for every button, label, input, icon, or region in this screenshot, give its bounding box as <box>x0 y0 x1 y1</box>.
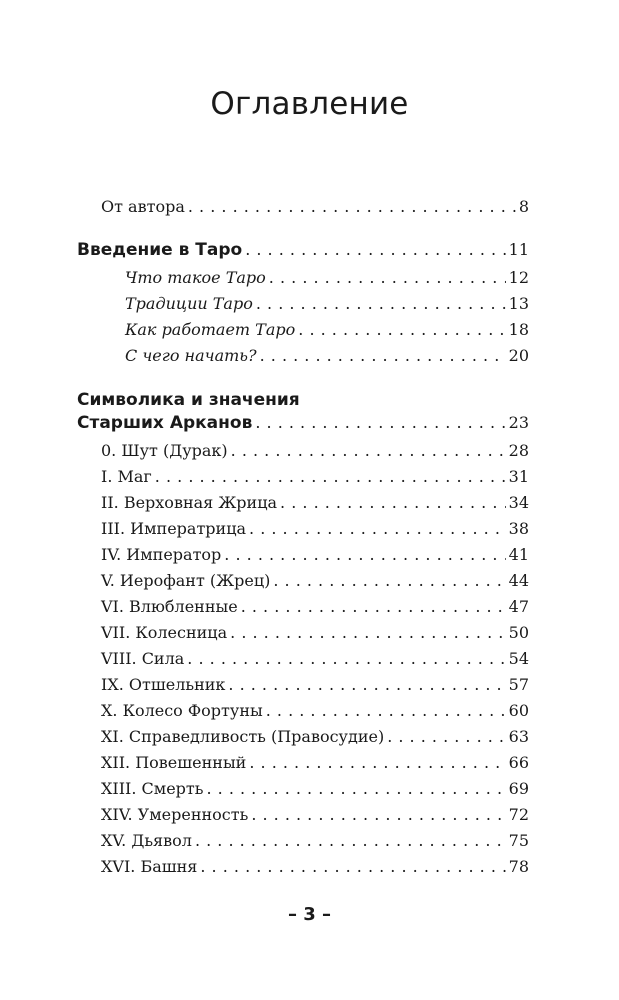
toc-leader-dots <box>266 699 506 723</box>
toc-entry-label: Старших Арканов <box>77 413 253 433</box>
toc-entry-page: 44 <box>508 571 529 590</box>
toc-entry-page: 34 <box>508 493 529 512</box>
toc-entry-label: XVI. Башня <box>101 857 198 876</box>
toc-entry-page: 72 <box>508 805 529 824</box>
toc-leader-dots <box>280 491 506 515</box>
toc-leader-dots <box>273 569 505 593</box>
toc-leader-dots <box>298 318 505 342</box>
section-heading: Символика и значения <box>77 390 300 410</box>
toc-entry-label: X. Колесо Фортуны <box>101 701 263 720</box>
toc-entry[interactable] <box>101 829 529 853</box>
toc-entry-label: III. Императрица <box>101 519 247 538</box>
toc-entry-label: XII. Повешенный <box>101 753 247 772</box>
toc-entry-label: Традиции Таро <box>125 294 253 313</box>
toc-entry-page: 54 <box>508 649 529 668</box>
toc-entry[interactable] <box>125 344 529 368</box>
toc-leader-dots <box>249 517 506 541</box>
toc-leader-dots <box>206 777 505 801</box>
toc-entry-page: 63 <box>508 727 529 746</box>
toc-leader-dots <box>228 673 505 697</box>
toc-entry-page: 11 <box>508 240 529 259</box>
toc-entry-page: 31 <box>508 467 529 486</box>
toc-entry[interactable] <box>101 699 529 723</box>
toc-entry[interactable] <box>101 491 529 515</box>
toc-entry[interactable] <box>101 595 529 619</box>
toc-entry-label: От автора <box>101 197 185 216</box>
page-number: – 3 – <box>287 904 332 925</box>
toc-leader-dots <box>251 803 505 827</box>
toc-entry[interactable] <box>101 725 529 749</box>
toc-entry[interactable] <box>125 318 529 342</box>
toc-entry-page: 18 <box>508 320 529 339</box>
toc-entry[interactable] <box>125 266 529 290</box>
toc-entry[interactable] <box>101 855 529 879</box>
toc-entry-page: 38 <box>508 519 529 538</box>
toc-entry[interactable] <box>101 543 529 567</box>
toc-entry-page: 75 <box>508 831 529 850</box>
page-title: Оглавление <box>210 86 409 122</box>
toc-entry-label: IV. Император <box>101 545 222 564</box>
toc-entry-label: VIII. Сила <box>101 649 185 668</box>
toc-entry-label: IX. Отшельник <box>101 675 226 694</box>
toc-entry-page: 23 <box>508 413 529 432</box>
toc-entry-page: 41 <box>508 545 529 564</box>
toc-entry-page: 78 <box>508 857 529 876</box>
toc-leader-dots <box>260 344 506 368</box>
toc-entry-label: II. Верховная Жрица <box>101 493 278 512</box>
toc-entry-label: XI. Справедливость (Правосудие) <box>101 727 385 746</box>
toc-entry[interactable] <box>77 238 529 262</box>
toc-entry-page: 13 <box>508 294 529 313</box>
toc-entry-label: V. Иерофант (Жрец) <box>101 571 271 590</box>
toc-leader-dots <box>195 829 506 853</box>
toc-entry[interactable] <box>101 751 529 775</box>
toc-entry[interactable] <box>101 647 529 671</box>
toc-entry-page: 66 <box>508 753 529 772</box>
toc-entry-page: 47 <box>508 597 529 616</box>
toc-entry-page: 20 <box>508 346 529 365</box>
toc-entry-page: 57 <box>508 675 529 694</box>
toc-entry-label: XIII. Смерть <box>101 779 204 798</box>
toc-entry-label: Что такое Таро <box>125 268 266 287</box>
toc-entry-page: 8 <box>518 197 529 216</box>
toc-entry-label: Введение в Таро <box>77 240 243 260</box>
toc-leader-dots <box>200 855 505 879</box>
toc-entry-label: С чего начать? <box>125 346 257 365</box>
toc-entry-label: I. Маг <box>101 467 152 486</box>
toc-entry-page: 69 <box>508 779 529 798</box>
toc-leader-dots <box>245 238 505 262</box>
toc-entry[interactable] <box>101 803 529 827</box>
toc-entry-label: 0. Шут (Дурак) <box>101 441 228 460</box>
toc-entry-page: 28 <box>508 441 529 460</box>
toc-entry-label: VII. Колесница <box>101 623 228 642</box>
toc-entry-label: XIV. Умеренность <box>101 805 249 824</box>
toc-entry-label: VI. Влюбленные <box>101 597 238 616</box>
toc-entry[interactable] <box>101 517 529 541</box>
toc-leader-dots <box>241 595 506 619</box>
toc-leader-dots <box>231 439 506 463</box>
toc-leader-dots <box>269 266 506 290</box>
toc-entry[interactable] <box>101 673 529 697</box>
toc-entry-label: XV. Дьявол <box>101 831 192 850</box>
toc-leader-dots <box>255 411 505 435</box>
toc-leader-dots <box>187 647 505 671</box>
toc-entry[interactable] <box>101 465 529 489</box>
toc-entry-label: Как работает Таро <box>125 320 296 339</box>
toc-leader-dots <box>155 465 506 489</box>
toc-entry[interactable] <box>101 777 529 801</box>
toc-leader-dots <box>249 751 505 775</box>
toc-entry-page: 60 <box>508 701 529 720</box>
toc-entry-page: 12 <box>508 268 529 287</box>
toc-entry[interactable] <box>77 411 529 435</box>
toc-leader-dots <box>224 543 505 567</box>
toc-leader-dots <box>387 725 505 749</box>
toc-leader-dots <box>188 195 516 219</box>
toc-leader-dots <box>256 292 506 316</box>
toc-entry[interactable] <box>101 439 529 463</box>
toc-entry[interactable] <box>101 195 529 219</box>
toc-leader-dots <box>230 621 506 645</box>
toc-entry[interactable] <box>125 292 529 316</box>
toc-entry-page: 50 <box>508 623 529 642</box>
toc-entry[interactable] <box>101 621 529 645</box>
toc-entry[interactable] <box>101 569 529 593</box>
